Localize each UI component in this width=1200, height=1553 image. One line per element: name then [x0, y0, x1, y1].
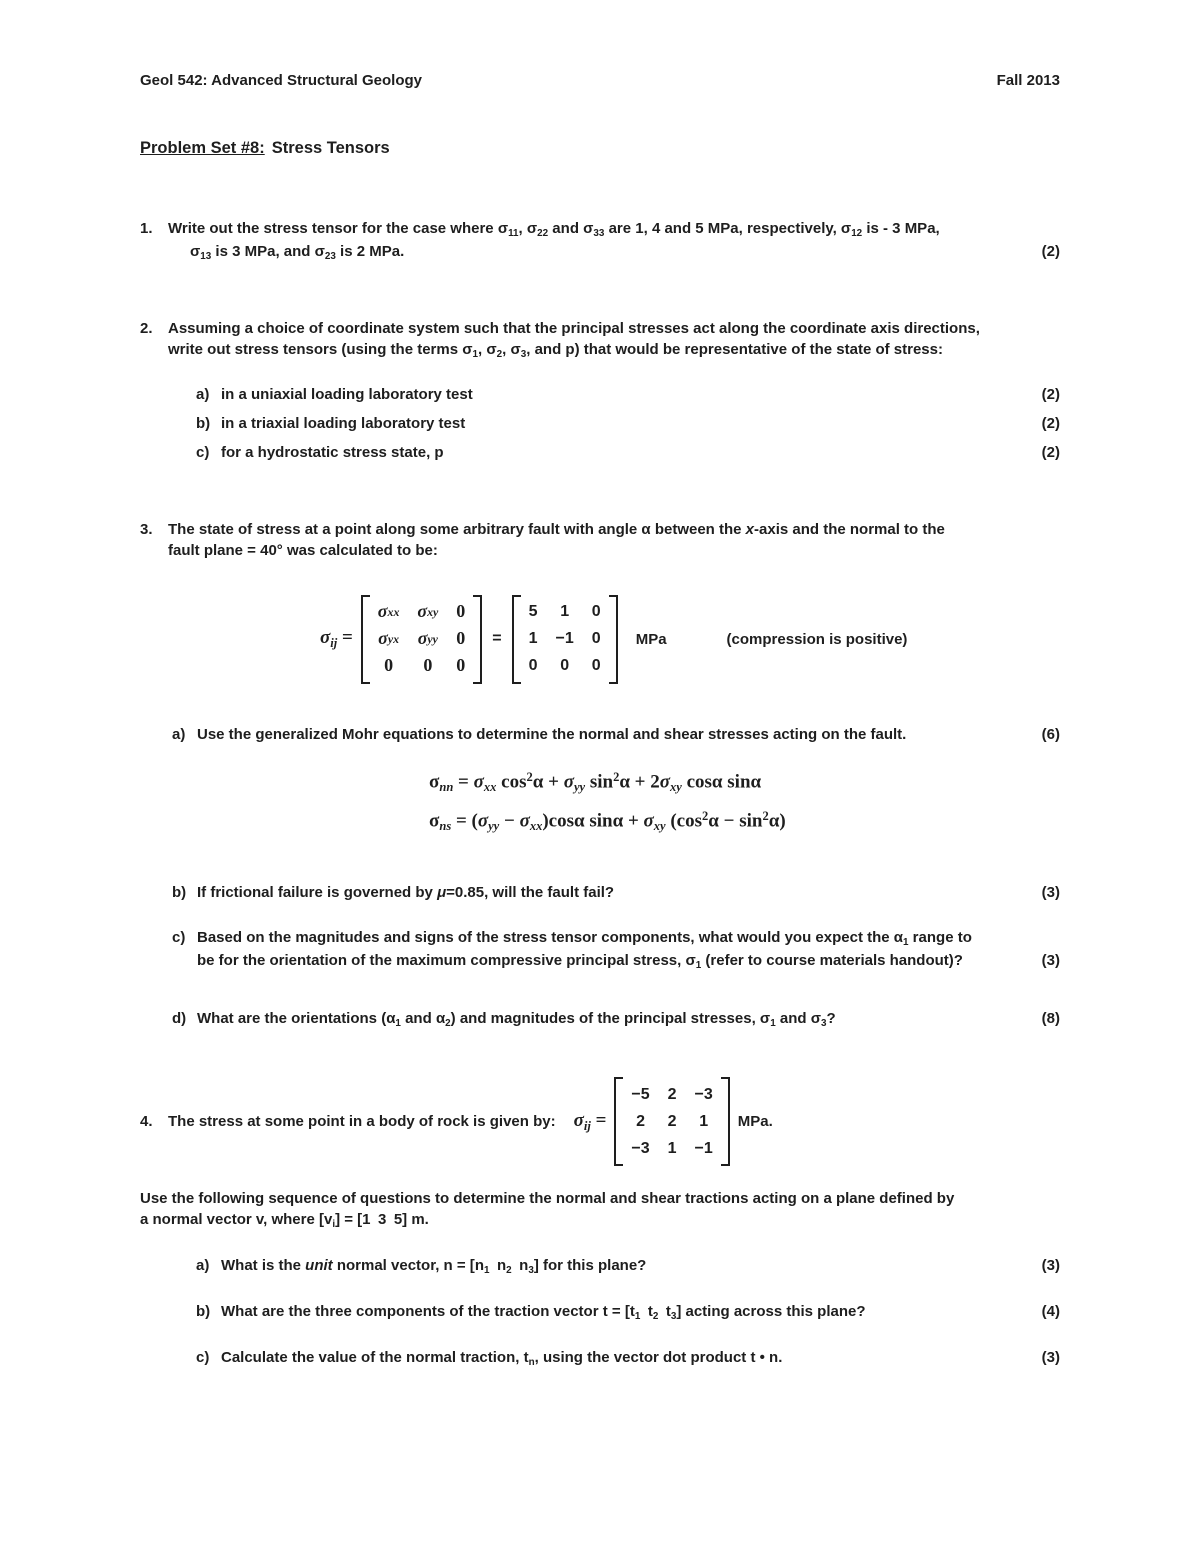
item-letter: b)	[172, 883, 187, 901]
matrix-cell: 0	[591, 656, 601, 674]
item-text: Use the generalized Mohr equations to determine the normal and shear stresses acting on the fault.	[197, 725, 907, 743]
tensor-lhs: $\sigma_{ij}$ =	[320, 627, 353, 651]
item-points: (3)	[1041, 1257, 1060, 1275]
symbolic-stress-matrix	[361, 595, 483, 684]
question-2-number: 2.	[140, 319, 153, 337]
matrix-cell: σ yx	[378, 628, 400, 649]
item-text-line1: Based on the magnitudes and signs of the stress tensor components, what would you expect the $\alpha_1$ range to	[197, 928, 972, 948]
question-3-text-line1: The state of stress at a point along some arbitrary fault with angle α between the x-axis and the normal to the	[168, 520, 945, 538]
matrix-cell: 0	[456, 601, 466, 622]
matrix-cell: 1	[528, 629, 538, 647]
item-letter: c)	[196, 443, 210, 461]
item-points: (6)	[1041, 725, 1060, 743]
question-1-number: 1.	[140, 220, 153, 238]
matrix-cell: 1	[667, 1139, 677, 1157]
item-letter: c)	[196, 1348, 210, 1366]
question-4-paragraph-line2: a normal vector v, where $[v_i] = [1$ 3 5] m.	[140, 1211, 429, 1231]
normal-stress-equation: $\sigma_{nn} = \sigma_{xx}$ $\cos^2\alpha + \sigma_{yy}$ $\sin^2\alpha + 2\sigma_{xy}$ cosα sinα	[429, 769, 762, 794]
matrix-bracket-left	[361, 595, 370, 684]
matrix-cell: 2	[636, 1112, 645, 1130]
item-points: (2)	[1041, 443, 1060, 461]
matrix-bracket-right	[609, 595, 618, 684]
question-2-item-c	[196, 442, 1060, 463]
given-stress-matrix	[614, 1077, 729, 1166]
matrix-bracket-left	[512, 595, 521, 684]
matrix-cell: σ xy	[417, 601, 439, 622]
matrix-bracket-right	[473, 595, 482, 684]
question-4-number: 4.	[140, 1113, 153, 1131]
item-points: (2)	[1041, 414, 1060, 432]
question-4-item-c	[196, 1347, 1060, 1370]
tensor-units: MPa.	[737, 1113, 773, 1131]
item-letter: a)	[196, 385, 210, 403]
item-letter: c)	[172, 928, 186, 946]
question-3-number: 3.	[140, 520, 153, 538]
item-text: What is the unit normal vector, $n = [n_1$ $n_2$ $n_3$] for this plane?	[221, 1257, 647, 1277]
question-3-item-c	[172, 927, 1060, 973]
matrix-cell: 1	[699, 1112, 709, 1130]
matrix-cell: σ xx	[377, 601, 400, 622]
matrix-cell: −3	[694, 1085, 713, 1103]
item-text: in a uniaxial loading laboratory test	[221, 385, 473, 403]
question-3	[140, 519, 1060, 561]
item-text: in a triaxial loading laboratory test	[221, 414, 466, 432]
item-points: (3)	[1041, 1348, 1060, 1366]
matrix-cell: −3	[631, 1139, 650, 1157]
matrix-cell: −5	[631, 1085, 650, 1103]
question-2-item-a	[196, 384, 1060, 405]
item-text-line2: be for the orientation of the maximum compressive principal stress, $\sigma_1$ (refer to course materials handout)?	[197, 951, 963, 971]
tensor-lhs: $\sigma_{ij}$ =	[573, 1110, 607, 1133]
question-1-text-line1: Write out the stress tensor for the case where $\sigma_{11}$, $\sigma_{22}$ and $\sigma_{33}$ are 1, 4 and 5 MPa, respectively, $\sigma_{12}$ is - 3 MPa,	[168, 220, 940, 240]
question-4-subitems	[196, 1255, 1060, 1369]
title-label: Problem Set #8:	[140, 139, 265, 157]
matrix-cell: 0	[423, 655, 433, 676]
matrix-bracket-left	[614, 1077, 623, 1166]
question-4-paragraph-line1: Use the following sequence of questions to determine the normal and shear tractions acting on a plane defined by	[140, 1190, 955, 1208]
matrix-cell: σ yy	[417, 628, 438, 649]
matrix-cell: 0	[528, 656, 538, 674]
document-title	[140, 137, 1060, 160]
question-3-item-b	[172, 882, 1060, 903]
question-4-paragraph	[140, 1188, 1060, 1232]
course-title: Geol 542: Advanced Structural Geology	[140, 72, 423, 89]
item-text: What are the three components of the traction vector $t = [t_1$ $t_2$ $t_3$] acting across this plane?	[221, 1302, 866, 1322]
matrix-cell: 0	[591, 602, 601, 620]
sign-convention-note: (compression is positive)	[726, 630, 908, 648]
matrix-cell: −1	[555, 629, 574, 647]
numeric-stress-matrix	[512, 595, 618, 684]
stress-tensor-equation	[320, 595, 1060, 684]
question-4-item-b	[196, 1301, 1060, 1324]
question-2-text-line2: write out stress tensors (using the terms $\sigma_1$, $\sigma_2$, $\sigma_3$, and p) that would be representative of the state of stress:	[168, 340, 943, 360]
term-label: Fall 2013	[996, 72, 1060, 89]
question-3-text-line2: fault plane = 40° was calculated to be:	[168, 541, 438, 559]
item-letter: d)	[172, 1010, 187, 1028]
question-4	[140, 1077, 1060, 1166]
item-points: (4)	[1041, 1302, 1060, 1320]
item-text: Calculate the value of the normal traction, $t_n$, using the vector dot product t • n.	[221, 1348, 783, 1368]
equals-sign: =	[492, 629, 502, 647]
question-1-points: (2)	[1041, 242, 1060, 260]
matrix-cell: 1	[560, 602, 570, 620]
question-2-item-b	[196, 413, 1060, 434]
question-2-subitems	[196, 384, 1060, 463]
matrix-cell: 0	[384, 655, 394, 676]
matrix-cell: 2	[667, 1112, 677, 1130]
tensor-units: MPa	[635, 630, 667, 648]
item-points: (2)	[1041, 385, 1060, 403]
question-3-item-a	[172, 724, 1060, 745]
title-subject: Stress Tensors	[271, 139, 390, 157]
item-text: What are the orientations ($\alpha_1$ and $\alpha_2$) and magnitudes of the principal stresses, $\sigma_1$ and $\sigma_3$?	[197, 1010, 836, 1030]
question-3-subitems	[172, 724, 1060, 1032]
question-4-intro: The stress at some point in a body of rock is given by:	[168, 1113, 556, 1131]
shear-stress-equation: $\sigma_{ns} = (\sigma_{yy} - \sigma_{xx})\cos\alpha$ $\sin\alpha + \sigma_{xy}$ $(\cos^2\alpha - \sin^2\alpha)$	[429, 809, 786, 834]
matrix-cell: 0	[456, 628, 466, 649]
item-points: (8)	[1041, 1010, 1060, 1028]
matrix-cell: 0	[560, 656, 570, 674]
page-header	[140, 70, 1060, 91]
question-1-text-line2: $\sigma_{13}$ is 3 MPa, and $\sigma_{23}$ is 2 MPa.	[190, 242, 405, 262]
mohr-equations	[429, 769, 1060, 836]
matrix-cell: 2	[667, 1085, 677, 1103]
item-text: for a hydrostatic stress state, p	[221, 443, 444, 461]
question-2-text-line1: Assuming a choice of coordinate system such that the principal stresses act along the coordinate axis directions,	[168, 319, 980, 337]
matrix-cell: −1	[694, 1139, 713, 1157]
item-points: (3)	[1041, 951, 1060, 969]
question-4-item-a	[196, 1255, 1060, 1278]
matrix-cell: 0	[456, 655, 466, 676]
item-letter: b)	[196, 414, 211, 432]
item-letter: b)	[196, 1302, 211, 1320]
item-letter: a)	[172, 725, 186, 743]
matrix-bracket-right	[721, 1077, 730, 1166]
question-1	[140, 218, 1060, 264]
matrix-cell: 0	[591, 629, 601, 647]
item-text: If frictional failure is governed by μ=0.85, will the fault fail?	[197, 883, 615, 901]
item-letter: a)	[196, 1257, 210, 1275]
item-points: (3)	[1041, 883, 1060, 901]
question-2	[140, 318, 1060, 362]
matrix-cell: 5	[528, 602, 538, 620]
question-3-item-d	[172, 1008, 1060, 1031]
